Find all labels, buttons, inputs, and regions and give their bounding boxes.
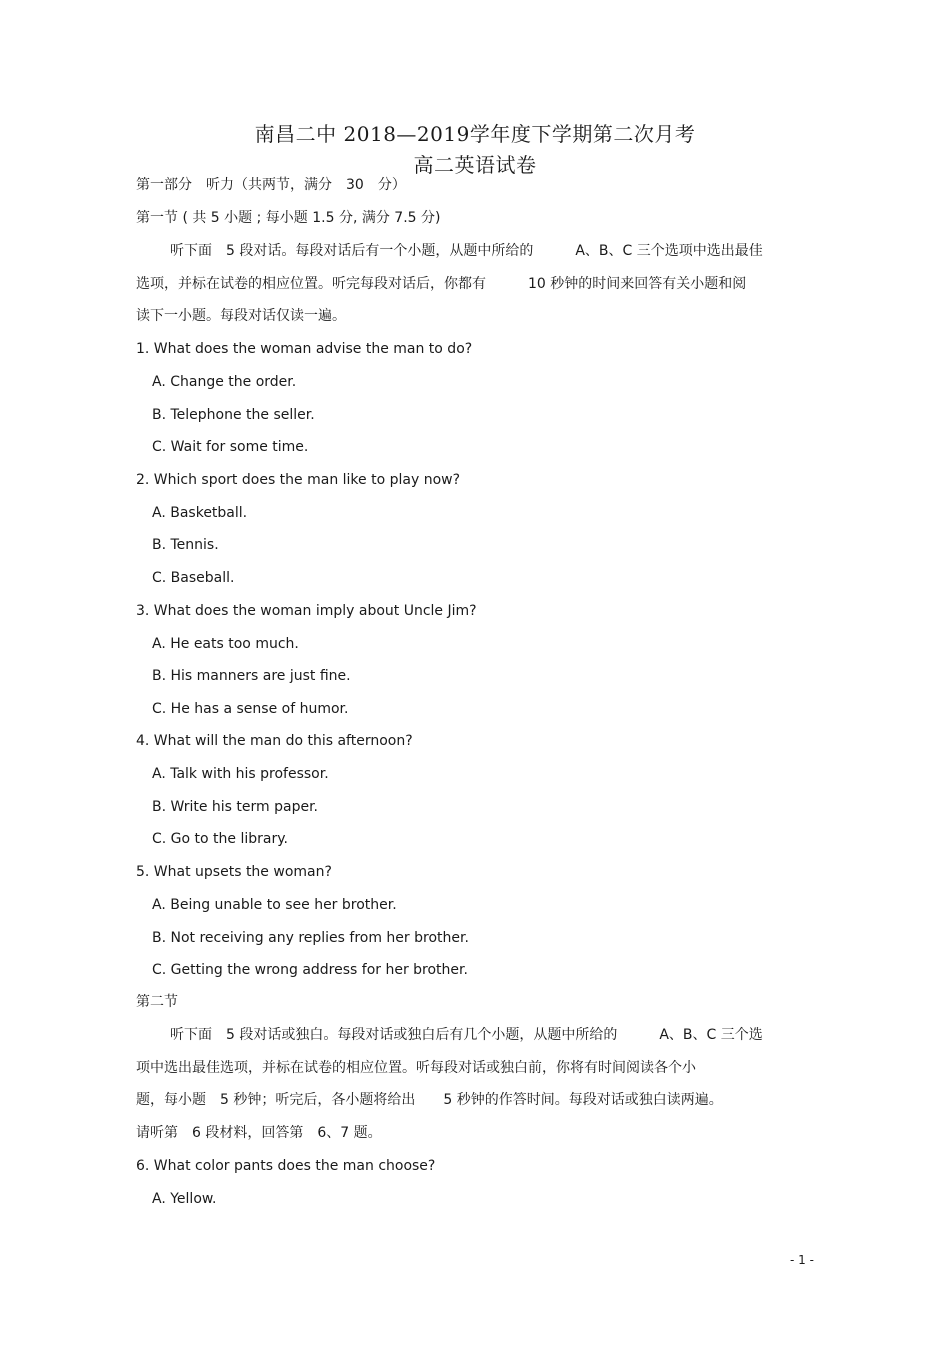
question-option: B. Telephone the seller. [152, 407, 315, 423]
question-stem: 3. What does the woman imply about Uncle Jim? [136, 603, 477, 619]
question-option: C. Wait for some time. [152, 439, 309, 455]
question-option: B. His manners are just fine. [152, 668, 351, 684]
question-stem: 2. Which sport does the man like to play now? [136, 472, 461, 488]
question-option: A. Basketball. [152, 505, 248, 521]
question-option: A. Being unable to see her brother. [152, 897, 397, 913]
exam-title: 南昌二中 2018—2019学年度下学期第二次月考 [254, 122, 696, 146]
question-stem: 1. What does the woman advise the man to do? [136, 341, 473, 357]
section2-instruction-line: 题，每小题 5 秒钟；听完后，各小题将给出 5 秒钟的作答时间。每段对话或独白读两遍。 [136, 1092, 723, 1108]
question-option: C. He has a sense of humor. [152, 701, 349, 717]
question-option: A. Yellow. [152, 1191, 217, 1207]
question-option: B. Tennis. [152, 537, 219, 553]
section2-instruction-line: 项中选出最佳选项，并标在试卷的相应位置。听每段对话或独白前，你将有时间阅读各个小 [136, 1060, 696, 1076]
question-option: C. Go to the library. [152, 831, 288, 847]
section1-instruction-line: 读下一小题。每段对话仅读一遍。 [136, 308, 346, 324]
part1-heading: 第一部分 听力（共两节，满分 30 分） [136, 177, 406, 193]
question-option: A. Change the order. [152, 374, 297, 390]
question-option: A. He eats too much. [152, 636, 299, 652]
section2-instruction-line: 听下面 5 段对话或独白。每段对话或独白后有几个小题，从题中所给的 A、B、C 三个选 [170, 1027, 763, 1043]
section1-heading: 第一节 ( 共 5 小题 ; 每小题 1.5 分, 满分 7.5 分) [136, 210, 441, 226]
section1-instruction-line: 听下面 5 段对话。每段对话后有一个小题，从题中所给的 A、B、C 三个选项中选出最佳 [170, 243, 763, 259]
question-option: C. Baseball. [152, 570, 235, 586]
question-option: C. Getting the wrong address for her brother. [152, 962, 468, 978]
question-stem: 6. What color pants does the man choose? [136, 1158, 436, 1174]
question-option: B. Write his term paper. [152, 799, 319, 815]
question-option: A. Talk with his professor. [152, 766, 329, 782]
question-option: B. Not receiving any replies from her brother. [152, 930, 469, 946]
question-stem: 5. What upsets the woman? [136, 864, 332, 880]
exam-subtitle: 高二英语试卷 [413, 153, 537, 177]
section2-prompt: 请听第 6 段材料，回答第 6、7 题。 [136, 1125, 382, 1141]
section1-instruction-line: 选项，并标在试卷的相应位置。听完每段对话后，你都有 10 秒钟的时间来回答有关小题和阅 [136, 276, 747, 292]
section2-heading: 第二节 [136, 994, 178, 1010]
page-number: - 1 - [790, 1253, 814, 1267]
question-stem: 4. What will the man do this afternoon? [136, 733, 413, 749]
